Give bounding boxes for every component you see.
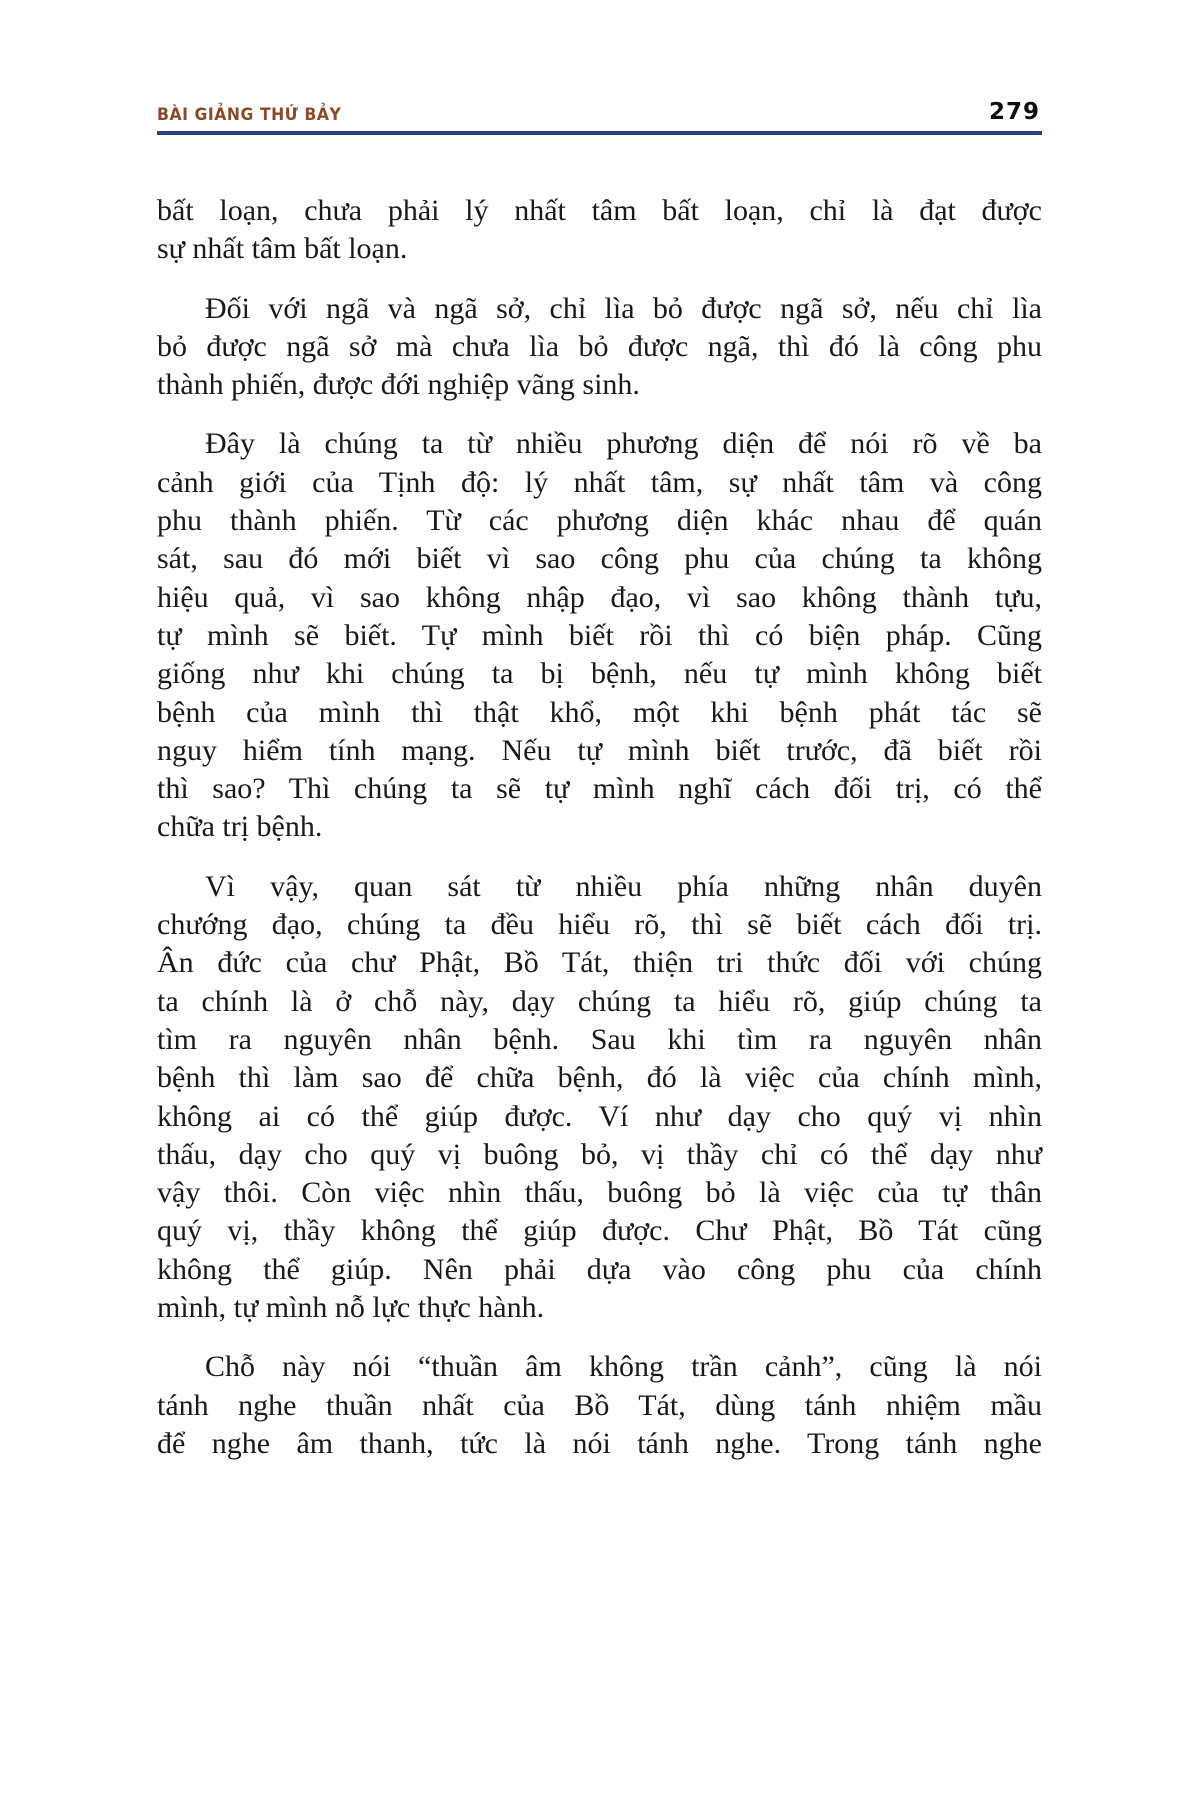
text-line: tìm ra nguyên nhân bệnh. Sau khi tìm ra nguyên nhân <box>157 1022 1042 1056</box>
running-header <box>157 99 1042 129</box>
text-line: Ân đức của chư Phật, Bồ Tát, thiện tri thức đối với chúng <box>157 946 1042 980</box>
text-line: không ai có thể giúp được. Ví như dạy cho quý vị nhìn <box>157 1099 1042 1133</box>
text-line: Vì vậy, quan sát từ nhiều phía những nhân duyên <box>205 869 1042 903</box>
body-text <box>157 192 1042 1484</box>
paragraph <box>157 290 1042 405</box>
text-line: thì sao? Thì chúng ta sẽ tự mình nghĩ cách đối trị, có thể <box>157 772 1042 806</box>
paragraph <box>157 1348 1042 1463</box>
text-line: phu thành phiến. Từ các phương diện khác nhau để quán <box>157 504 1042 538</box>
paragraph <box>157 868 1042 1328</box>
text-line: Chỗ này nói “thuần âm không trần cảnh”, cũng là nói <box>205 1350 1042 1384</box>
text-line: chướng đạo, chúng ta đều hiểu rõ, thì sẽ biết cách đối trị. <box>157 908 1042 942</box>
text-line: bỏ được ngã sở mà chưa lìa bỏ được ngã, thì đó là công phu <box>157 329 1042 363</box>
text-line: giống như khi chúng ta bị bệnh, nếu tự mình không biết <box>157 657 1042 691</box>
text-line: Đây là chúng ta từ nhiều phương diện để nói rõ về ba <box>205 427 1042 461</box>
text-line: bệnh của mình thì thật khổ, một khi bệnh phát tác sẽ <box>157 695 1042 729</box>
text-line: hiệu quả, vì sao không nhập đạo, vì sao không thành tựu, <box>157 580 1042 614</box>
text-line: không thể giúp. Nên phải dựa vào công phu của chính <box>157 1252 1042 1286</box>
header-rule <box>157 131 1042 135</box>
text-line: bất loạn, chưa phải lý nhất tâm bất loạn, chỉ là đạt được <box>157 194 1042 227</box>
page-number: 279 <box>988 99 1040 125</box>
text-line: thấu, dạy cho quý vị buông bỏ, vị thầy chỉ có thể dạy như <box>157 1137 1042 1171</box>
text-line: quý vị, thầy không thể giúp được. Chư Phật, Bồ Tát cũng <box>157 1214 1042 1248</box>
text-line: thành phiến, được đới nghiệp vãng sinh. <box>157 368 640 402</box>
text-line: tự mình sẽ biết. Tự mình biết rồi thì có biện pháp. Cũng <box>157 618 1042 652</box>
text-line: nguy hiểm tính mạng. Nếu tự mình biết trước, đã biết rồi <box>157 733 1042 767</box>
text-line: sát, sau đó mới biết vì sao công phu của chúng ta không <box>157 542 1042 576</box>
text-line: tánh nghe thuần nhất của Bồ Tát, dùng tánh nhiệm mầu <box>157 1388 1042 1422</box>
text-line: Đối với ngã và ngã sở, chỉ lìa bỏ được ngã sở, nếu chỉ lìa <box>205 291 1042 325</box>
paragraph <box>157 425 1042 846</box>
text-line: cảnh giới của Tịnh độ: lý nhất tâm, sự nhất tâm và công <box>157 465 1042 499</box>
text-line: sự nhất tâm bất loạn. <box>157 232 408 266</box>
paragraph <box>157 192 1042 269</box>
section-title: BÀI GIẢNG THỨ BẢY <box>157 105 342 125</box>
text-line: chữa trị bệnh. <box>157 810 323 844</box>
text-line: vậy thôi. Còn việc nhìn thấu, buông bỏ là việc của tự thân <box>157 1176 1042 1210</box>
text-line: mình, tự mình nỗ lực thực hành. <box>157 1291 545 1325</box>
text-line: để nghe âm thanh, tức là nói tánh nghe. Trong tánh nghe <box>157 1426 1042 1460</box>
text-line: ta chính là ở chỗ này, dạy chúng ta hiểu rõ, giúp chúng ta <box>157 984 1042 1018</box>
text-line: bệnh thì làm sao để chữa bệnh, đó là việc của chính mình, <box>157 1061 1042 1095</box>
